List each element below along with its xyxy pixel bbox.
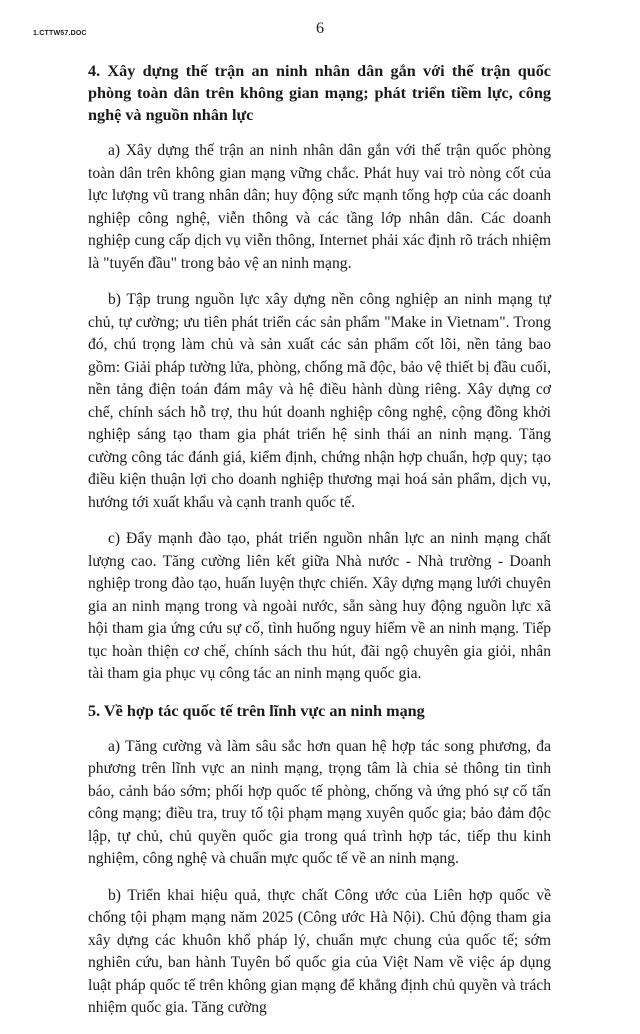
- page-number: 6: [316, 20, 324, 37]
- paragraph: a) Xây dựng thế trận an ninh nhân dân gắn với thế trận quốc phòng toàn dân trên không gian mạng vững chắc. Phát huy vai trò nòng cốt của lực lượng vũ trang nhân dân; huy động sức mạnh tổng hợp của các doanh nghiệp công nghệ, viễn thông và các tầng lớp nhân dân. Các doanh nghiệp cung cấp dịch vụ viễn thông, Internet phải xác định rõ trách nhiệm là "tuyến đầu" trong bảo vệ an ninh mạng.: [88, 142, 551, 272]
- paragraph: a) Tăng cường và làm sâu sắc hơn quan hệ hợp tác song phương, đa phương trên lĩnh vực an ninh mạng, trọng tâm là chia sẻ thông tin tình báo, cảnh báo sớm; phối hợp quốc tế phòng, chống và ứng phó sự cố tấn công mạng; điều tra, truy tố tội phạm mạng xuyên quốc gia; bảo đảm độc lập, tự chủ, chủ quyền quốc gia trong quá trình hợp tác, tiếp thu kinh nghiệm, công nghệ và chuẩn mực quốc tế về an ninh mạng.: [88, 737, 551, 867]
- section-5: [88, 700, 551, 1020]
- paragraph: b) Triển khai hiệu quả, thực chất Công ước của Liên hợp quốc về chống tội phạm mạng năm 2025 (Công ước Hà Nội). Chủ động tham gia xây dựng các khuôn khổ pháp lý, chuẩn mực chung của quốc tế; sớm nghiên cứu, ban hành Tuyên bố quốc gia của Việt Nam về việc áp dụng luật pháp quốc tế trên không gian mạng để khẳng định chủ quyền và trách nhiệm quốc gia. Tăng cường: [88, 886, 551, 1016]
- paragraph: c) Đẩy mạnh đào tạo, phát triển nguồn nhân lực an ninh mạng chất lượng cao. Tăng cường liên kết giữa Nhà nước - Nhà trường - Doanh nghiệp trong đào tạo, huấn luyện thực chiến. Xây dựng mạng lưới chuyên gia an ninh mạng trong và ngoài nước, sẵn sàng huy động nguồn lực xã hội tham gia ứng cứu sự cố, tình huống nguy hiểm về an ninh mạng. Tiếp tục hoàn thiện cơ chế, chính sách thu hút, đãi ngộ chuyên gia giỏi, nhân tài tham gia phục vụ công tác an ninh mạng quốc gia.: [88, 530, 551, 682]
- paragraph: b) Tập trung nguồn lực xây dựng nền công nghiệp an ninh mạng tự chủ, tự cường; ưu tiên phát triển các sản phẩm "Make in Vietnam". Trong đó, chú trọng làm chủ và sản xuất các sản phẩm cốt lõi, nền tảng bao gồm: Giải pháp tường lửa, phòng, chống mã độc, bảo vệ thiết bị đầu cuối, nền tảng điện toán đám mây và hệ điều hành dùng riêng. Xây dựng cơ chế, chính sách hỗ trợ, thu hút doanh nghiệp công nghệ, cộng đồng khởi nghiệp sáng tạo tham gia phát triển hệ sinh thái an ninh mạng. Tăng cường công tác đánh giá, kiểm định, chứng nhận hợp chuẩn, hợp quy; tạo điều kiện thuận lợi cho doanh nghiệp thương mại hoá sản phẩm, dịch vụ, hướng tới xuất khẩu và cạnh tranh quốc tế.: [88, 291, 551, 511]
- section-heading: 4. Xây dựng thế trận an ninh nhân dân gắn với thế trận quốc phòng toàn dân trên không gian mạng; phát triển tiềm lực, công nghệ và nguồn nhân lực: [88, 62, 551, 124]
- document-code: 1.CTTW57.DOC: [33, 30, 87, 37]
- section-heading: 5. Về hợp tác quốc tế trên lĩnh vực an ninh mạng: [88, 701, 425, 720]
- document-body: [88, 60, 551, 1034]
- section-4: [88, 60, 551, 686]
